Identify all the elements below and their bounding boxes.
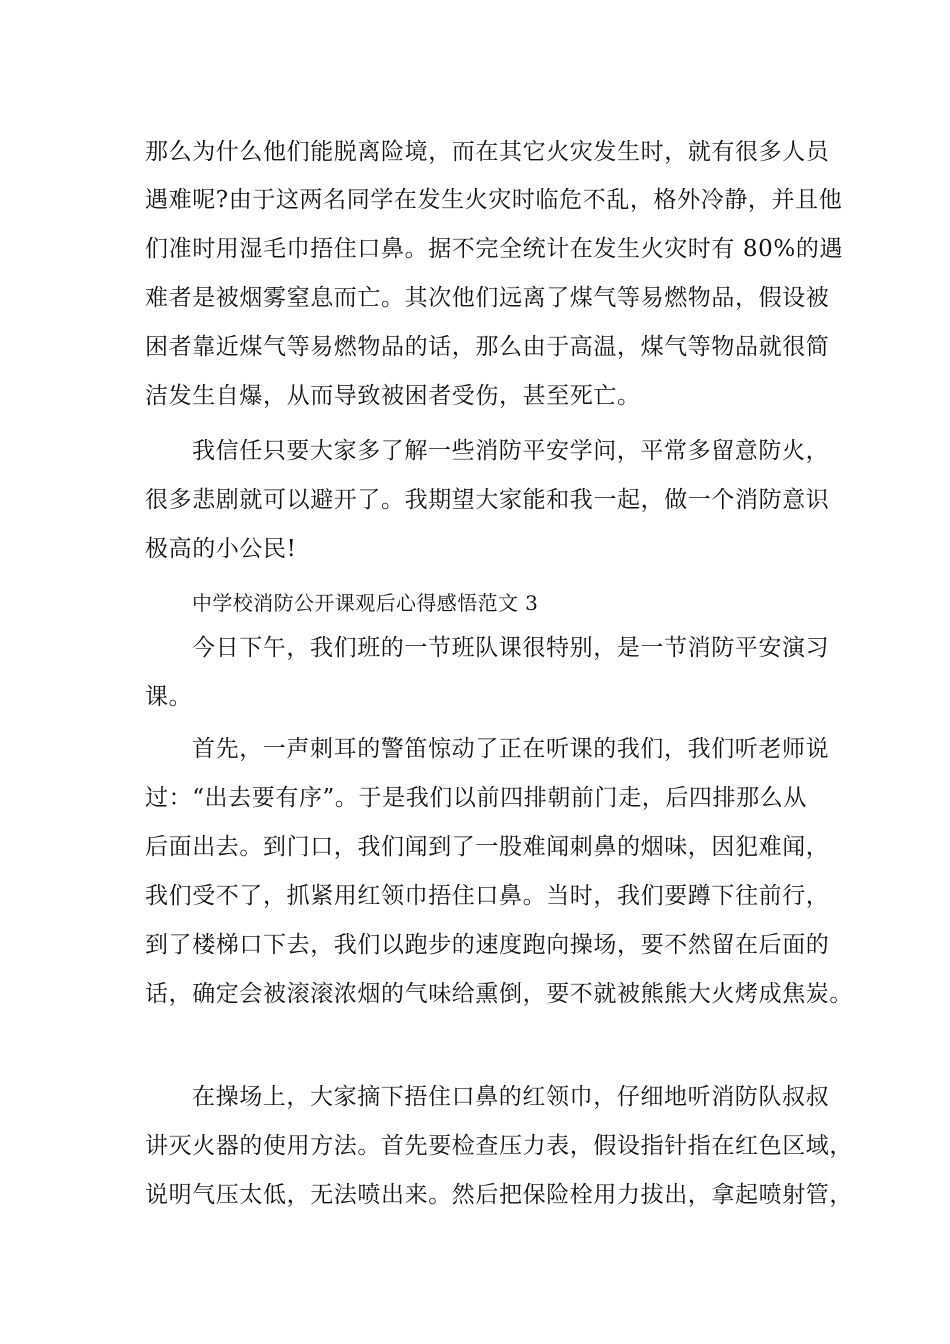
paragraph-line: 难者是被烟雾窒息而亡。其次他们远离了煤气等易燃物品，假设被 (145, 285, 830, 311)
paragraph-line: 我们受不了，抓紧用红领巾捂住口鼻。当时，我们要蹲下往前行， (145, 883, 830, 909)
paragraph-line: 话，确定会被滚滚浓烟的气味给熏倒，要不就被熊熊大火烤成焦炭。 (145, 981, 853, 1007)
paragraph-line: 在操场上，大家摘下捂住口鼻的红领巾，仔细地听消防队叔叔 (192, 1084, 830, 1110)
paragraph-line: 课。 (145, 684, 193, 710)
paragraph-line: 过：“出去要有序”。于是我们以前四排朝前门走，后四排那么从 (145, 785, 807, 811)
paragraph-line: 洁发生自爆，从而导致被困者受伤，甚至死亡。 (145, 383, 641, 409)
paragraph-line: 今日下午，我们班的一节班队课很特别，是一节消防平安演习 (192, 635, 830, 661)
paragraph-line: 我信任只要大家多了解一些消防平安学问，平常多留意防火， (192, 438, 830, 464)
paragraph-line: 首先，一声刺耳的警笛惊动了正在听课的我们，我们听老师说 (192, 736, 830, 762)
paragraph-line: 后面出去。到门口，我们闻到了一股难闻刺鼻的烟味，因犯难闻， (145, 834, 830, 860)
paragraph-line: 们准时用湿毛巾捂住口鼻。据不完全统计在发生火灾时有 80%的遇 (145, 236, 844, 262)
paragraph-line: 那么为什么他们能脱离险境，而在其它火灾发生时，就有很多人员 (145, 139, 830, 165)
paragraph-line: 困者靠近煤气等易燃物品的话，那么由于高温，煤气等物品就很简 (145, 334, 830, 360)
paragraph-line: 遇难呢?由于这两名同学在发生火灾时临危不乱，格外冷静，并且他 (145, 187, 843, 213)
paragraph-line: 很多悲剧就可以避开了。我期望大家能和我一起，做一个消防意识 (145, 487, 830, 513)
paragraph-line: 讲灭火器的使用方法。首先要检查压力表，假设指针指在红色区域， (145, 1133, 853, 1159)
paragraph-line: 说明气压太低，无法喷出来。然后把保险栓用力拔出，拿起喷射管， (145, 1182, 853, 1208)
section-heading: 中学校消防公开课观后心得感悟范文 3 (192, 591, 539, 615)
paragraph-line: 到了楼梯口下去，我们以跑步的速度跑向操场，要不然留在后面的 (145, 932, 830, 958)
paragraph-line: 极高的小公民! (145, 536, 297, 562)
